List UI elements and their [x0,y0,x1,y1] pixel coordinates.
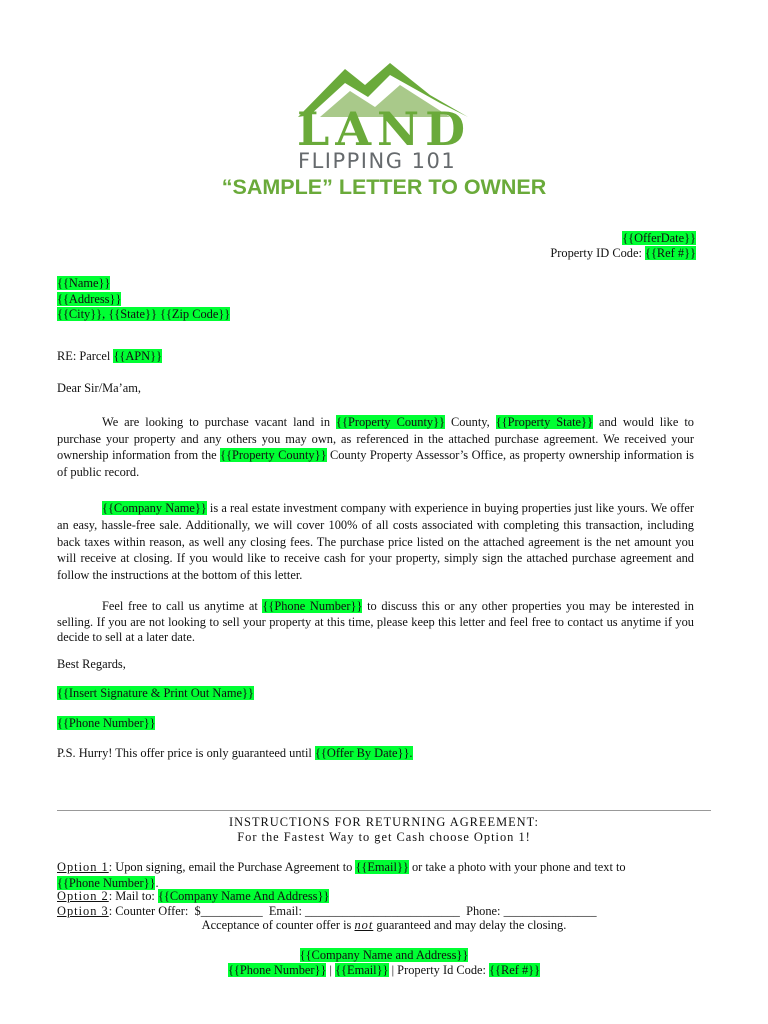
footer-phone-field: {{Phone Number}} [227,963,327,977]
address-field: {{Address}} [57,291,122,306]
name-field: {{Name}} [57,276,111,290]
page-title: “SAMPLE” LETTER TO OWNER [221,175,547,199]
signature-field: {{Insert Signature & Print Out Name}} [57,686,254,700]
offer-date-field: {{OfferDate}} [622,231,696,245]
property-county-field: {{Property County}} [336,415,445,429]
company-address-field: {{Company Name And Address}} [157,889,330,903]
ps-line: P.S. Hurry! This offer price is only guaranteed until {{Offer By Date}}. [57,746,413,760]
signature-line [57,686,254,702]
instructions-heading: INSTRUCTIONS FOR RETURNING AGREEMENT: [228,815,540,829]
logo-land-text: LAND [297,102,471,156]
signature-phone-line [57,716,155,732]
footer-company-field: {{Company Name and Address}} [299,948,469,962]
acceptance-note: Acceptance of counter offer is not guaranteed and may delay the closing. [201,918,567,932]
offer-by-date-field: {{Offer By Date}}. [314,746,413,760]
option-1-phone-field: {{Phone Number}} [57,875,156,890]
footer-company-line [57,948,711,964]
property-id-field: {{Ref #}} [645,246,696,260]
company-name-field: {{Company Name}} [102,501,207,515]
option-1: Option 1: Upon signing, email the Purchase Agreement to {{Email}} or take a photo with your phone and text to {{Phone Number}}. [57,860,626,890]
offer-date-line [622,231,696,247]
footer-ref-field: {{Ref #}} [489,963,541,977]
option-3-label: Option 3 [57,904,109,918]
option-1-label: Option 1 [57,860,109,874]
paragraph-3: Feel free to call us anytime at {{Phone Number}} to discuss this or any other properties you may be interested in selling. If you are not looking to sell your property at this time, please keep this letter and feel free to contact us anytime if you decide to sell at a later date. [57,599,695,644]
paragraph-2: {{Company Name}} is a real estate investment company with experience in buying properties just like yours. We offer an easy, hassle-free sale. Additionally, we will cover 100% of all costs associated with completing this transaction, including back taxes within reason, as well any closing fees. The purchase price listed on the attached agreement is the net amount you will receive at closing. If you would like to receive cash for your property, simply sign the attached purchase agreement and follow the instructions at the bottom of this letter. [57,501,694,583]
city-state-zip-field: {{City}}, {{State}} {{Zip Code}} [57,307,231,321]
not-emphasis: not [354,918,374,932]
apn-field: {{APN}} [113,349,163,363]
re-line [57,349,162,365]
property-county-field-2: {{Property County}} [220,448,327,462]
salutation: Dear Sir/Ma’am, [57,381,141,395]
email-field: {{Email}} [355,860,409,874]
footer-email-field: {{Email}} [335,963,389,977]
option-3: Option 3: Counter Offer: $__________ Email: _________________________ Phone: _______________ [57,904,597,918]
property-state-field: {{Property State}} [495,415,593,429]
option-2: Option 2: Mail to: {{Company Name And Address}} [57,889,330,903]
logo-flipping-text: FLIPPING 101 [298,149,457,173]
option-2-label: Option 2 [57,889,109,903]
phone-number-field: {{Phone Number}} [262,599,363,613]
divider [57,810,711,811]
property-id-label: Property ID Code: [550,246,646,260]
signature-phone-field: {{Phone Number}} [57,716,156,730]
re-label: RE: Parcel [57,349,114,363]
property-id-line [550,246,696,262]
paragraph-1: We are looking to purchase vacant land in {{Property County}} County, {{Property State}} and would like to purchase your property and any others you may own, as referenced in the attached purchase agreement. We received your ownership information from the {{Property County}} County Property Assessor’s Office, as property ownership information is of public record. [57,415,694,479]
address-block [57,276,230,323]
instructions-subheading: For the Fastest Way to get Cash choose Option 1! [237,830,531,844]
footer-contact-line: {{Phone Number}} | {{Email}} | Property Id Code: {{Ref #}} [227,963,541,977]
closing: Best Regards, [57,657,126,671]
